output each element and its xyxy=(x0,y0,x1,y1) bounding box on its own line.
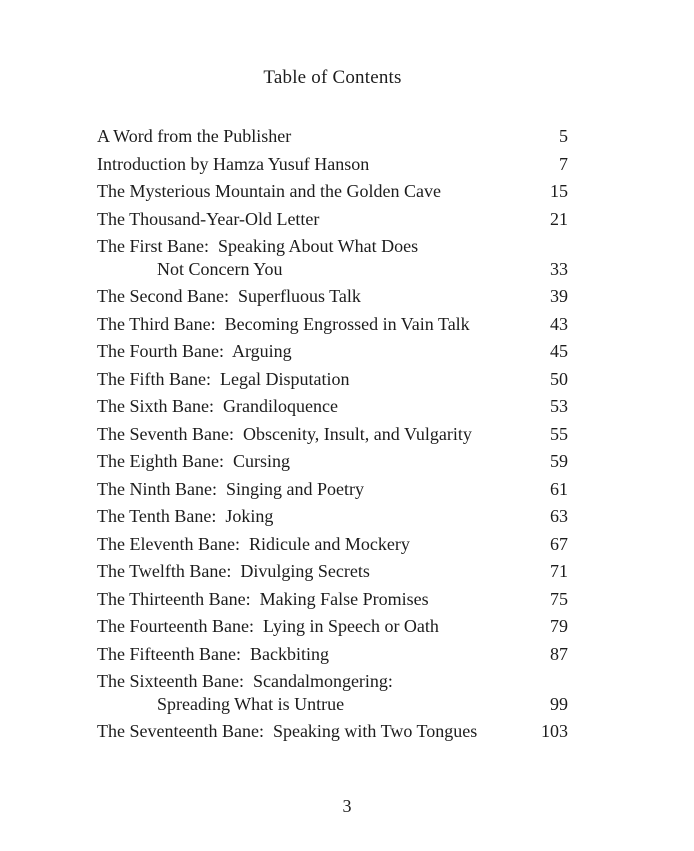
toc-entry xyxy=(97,125,568,148)
toc-entry-line: The Fifth Bane: Legal Disputation xyxy=(97,368,350,389)
toc-entry-page-number: 33 xyxy=(550,258,568,279)
toc-entry-line: The Ninth Bane: Singing and Poetry xyxy=(97,478,364,499)
toc-entry-line: The First Bane: Speaking About What Does xyxy=(97,236,419,256)
toc-entry-line: The Twelfth Bane: Divulging Secrets xyxy=(97,561,370,581)
toc-entry xyxy=(97,505,568,528)
toc-entry-line: The Sixth Bane: Grandiloquence xyxy=(97,396,338,416)
toc-entry xyxy=(97,180,568,203)
toc-entry-page-number: 39 xyxy=(550,286,568,306)
toc-entry xyxy=(97,533,568,556)
toc-entry-title xyxy=(97,340,292,363)
toc-entry-title xyxy=(97,505,273,528)
toc-entry-page-number: 87 xyxy=(550,643,568,664)
toc-entry-line: The Fifteenth Bane: Backbiting xyxy=(97,643,329,664)
toc-entry-line-wrapped: Not Concern You xyxy=(157,258,283,279)
toc-entry-title xyxy=(97,615,439,638)
toc-entry xyxy=(97,670,568,715)
toc-entry-title xyxy=(97,560,370,583)
toc-entry-line: The Third Bane: Becoming Engrossed in Vain Talk xyxy=(97,313,470,334)
toc-entry-page-number: 43 xyxy=(550,313,568,334)
toc-entry-title xyxy=(97,720,477,743)
toc-entry-page-number: 53 xyxy=(550,396,568,416)
toc-entry-page-number: 61 xyxy=(550,478,568,499)
toc-entry-title xyxy=(97,588,429,611)
toc-entry xyxy=(97,615,568,638)
page-title: Table of Contents xyxy=(263,67,402,88)
toc-entry-line: A Word from the Publisher xyxy=(97,126,292,146)
toc-entry-title xyxy=(97,643,329,666)
toc-entry-title xyxy=(97,208,319,231)
toc-entry-title xyxy=(97,235,418,280)
toc-entry-page-number: 71 xyxy=(550,561,568,581)
toc-entry xyxy=(97,720,568,743)
toc-entry-line: The Fourteenth Bane: Lying in Speech or Oath xyxy=(97,616,439,636)
toc-entry xyxy=(97,313,568,336)
toc-entry-page-number: 50 xyxy=(550,368,568,389)
toc-entry xyxy=(97,340,568,363)
toc-entry xyxy=(97,560,568,583)
toc-entry-title xyxy=(97,285,361,308)
toc-entry-line: The Mysterious Mountain and the Golden Cave xyxy=(97,181,441,201)
page-number: 3 xyxy=(342,796,352,816)
toc-entry-page-number: 7 xyxy=(559,153,568,174)
toc-entry-line: The Eleventh Bane: Ridicule and Mockery xyxy=(97,533,410,554)
toc-entry-line: The Sixteenth Bane: Scandalmongering: xyxy=(97,671,393,691)
toc-entry xyxy=(97,235,568,280)
toc-entry-line: The Fourth Bane: Arguing xyxy=(97,341,292,361)
toc-entry-title xyxy=(97,478,364,501)
toc-entry-title xyxy=(97,180,441,203)
toc-entry xyxy=(97,450,568,473)
toc-entry xyxy=(97,643,568,666)
toc-entry-title xyxy=(97,313,470,336)
toc-entry-line: The Seventeenth Bane: Speaking with Two Tongues xyxy=(97,721,478,741)
toc-entry-line: The Second Bane: Superfluous Talk xyxy=(97,286,361,306)
toc-entry-page-number: 45 xyxy=(550,341,568,361)
toc-entry-title xyxy=(97,533,410,556)
toc-entry-title xyxy=(97,368,349,391)
toc-entry-line: The Thousand-Year-Old Letter xyxy=(97,208,320,229)
toc-entry xyxy=(97,423,568,446)
toc-entry-line-wrapped: Spreading What is Untrue xyxy=(157,693,345,714)
toc-entry-page-number: 67 xyxy=(550,533,568,554)
toc-entry-page-number: 55 xyxy=(550,423,568,444)
toc-entry-page-number: 63 xyxy=(550,506,568,526)
toc-entry-page-number: 75 xyxy=(550,588,568,609)
toc-entry xyxy=(97,478,568,501)
toc-entry-line: Introduction by Hamza Yusuf Hanson xyxy=(97,153,370,174)
toc-entry-page-number: 59 xyxy=(550,451,568,471)
toc-entry-title xyxy=(97,670,393,715)
toc-entry-line: The Thirteenth Bane: Making False Promises xyxy=(97,588,429,609)
toc-entry-page-number: 21 xyxy=(550,208,568,229)
toc-entry xyxy=(97,395,568,418)
toc-entry-page-number: 79 xyxy=(550,616,568,636)
toc-entry xyxy=(97,153,568,176)
toc-list xyxy=(97,125,568,748)
toc-entry-page-number: 15 xyxy=(550,181,568,201)
toc-entry-title xyxy=(97,125,291,148)
toc-entry-title xyxy=(97,153,369,176)
toc-entry xyxy=(97,285,568,308)
toc-entry-title xyxy=(97,450,290,473)
toc-entry xyxy=(97,208,568,231)
toc-entry-title xyxy=(97,423,472,446)
toc-entry xyxy=(97,368,568,391)
toc-entry-line: The Tenth Bane: Joking xyxy=(97,506,274,526)
toc-entry-title xyxy=(97,395,338,418)
toc-entry-line: The Seventh Bane: Obscenity, Insult, and Vulgarity xyxy=(97,423,472,444)
toc-entry xyxy=(97,588,568,611)
toc-entry-line: The Eighth Bane: Cursing xyxy=(97,451,290,471)
toc-entry-page-number: 5 xyxy=(559,126,568,146)
toc-entry-page-number: 103 xyxy=(541,721,568,741)
toc-entry-page-number: 99 xyxy=(550,693,568,714)
